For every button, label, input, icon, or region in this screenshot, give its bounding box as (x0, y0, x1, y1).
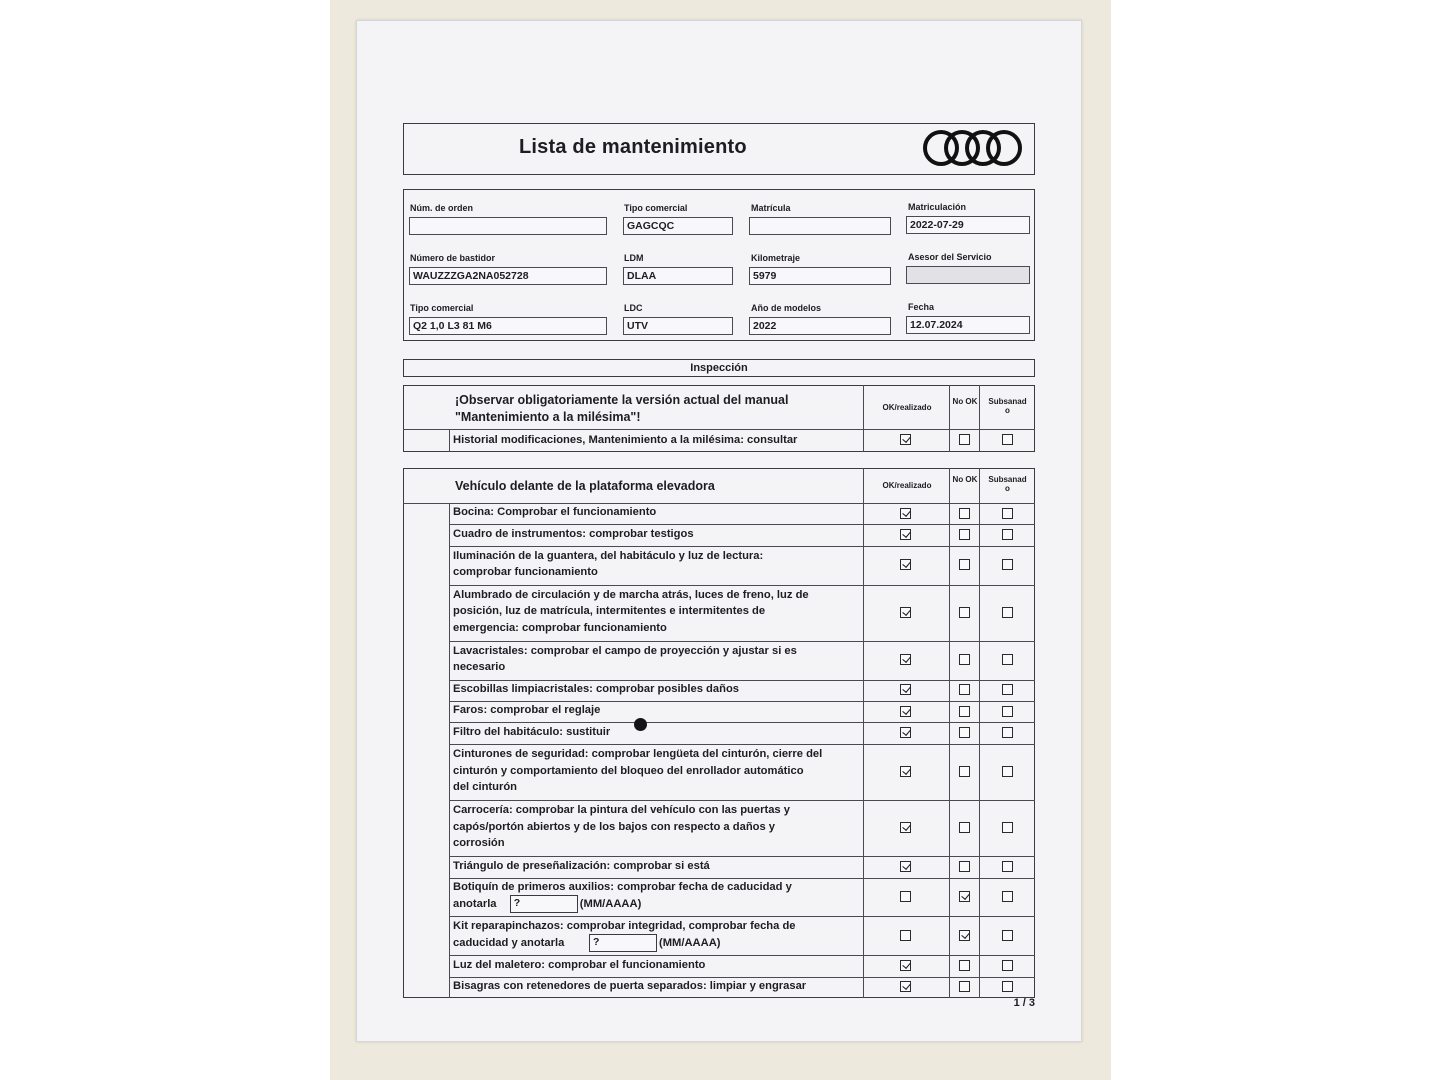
asesor-label: Asesor del Servicio (908, 252, 992, 262)
checkbox-no-ok[interactable] (959, 706, 970, 717)
notice-left-line (449, 429, 450, 452)
checklist-item-text: Filtro del habitáculo: sustituir (453, 725, 611, 738)
row-divider (449, 800, 1035, 801)
inspeccion-title: Inspección (690, 362, 748, 374)
ano-modelos-field: 2022 (749, 317, 891, 335)
checklist-item-text: corrosión (453, 837, 505, 850)
tipo-comercial-code-field: GAGCQC (623, 217, 733, 235)
matriculacion-field: 2022-07-29 (906, 216, 1030, 234)
col-header-ok: OK/realizado (882, 403, 932, 412)
checkbox-ok[interactable] (900, 706, 911, 717)
ano-modelos-label: Año de modelos (751, 303, 822, 313)
kilometraje-label: Kilometraje (751, 253, 801, 263)
ldc-field: UTV (623, 317, 733, 335)
col-line-2 (949, 468, 950, 998)
checkbox-subsanado[interactable] (1002, 508, 1013, 519)
checklist-item-text: Bocina: Comprobar el funcionamiento (453, 506, 657, 519)
vehicle-col-header-subsanado: Subsanado (988, 475, 1027, 493)
expiry-date-input[interactable]: ? (589, 934, 657, 952)
num-orden-field (409, 217, 607, 235)
col-header-no-ok: No OK (952, 397, 978, 406)
col-line-1 (863, 468, 864, 998)
col-header-subsanado: Subsanado (988, 397, 1027, 415)
checkbox-subsanado[interactable] (1002, 684, 1013, 695)
checkbox-ok[interactable] (900, 529, 911, 540)
checkbox-subsanado[interactable] (1002, 822, 1013, 833)
checkbox-subsanado[interactable] (1002, 981, 1013, 992)
row-divider (449, 585, 1035, 586)
page-number: 1 / 3 (1013, 997, 1035, 1009)
checkbox-ok[interactable] (900, 559, 911, 570)
checkbox-no-ok[interactable] (959, 981, 970, 992)
row-indent-line (449, 503, 450, 998)
checkbox-subsanado[interactable] (1002, 654, 1013, 665)
checklist-item-text: capós/portón abiertos y de los bajos con respecto a daños y (453, 820, 776, 833)
expiry-date-format: (MM/AAAA) (579, 897, 642, 910)
checkbox-ok[interactable] (900, 607, 911, 618)
maintenance-sheet (356, 20, 1082, 1042)
historial-ok-checkbox[interactable] (900, 434, 911, 445)
vehicle-section-header: Vehículo delante de la plataforma elevadora (455, 479, 715, 493)
checkbox-ok[interactable] (900, 861, 911, 872)
checkbox-subsanado[interactable] (1002, 706, 1013, 717)
checkbox-no-ok[interactable] (959, 766, 970, 777)
checkbox-ok[interactable] (900, 960, 911, 971)
checkbox-subsanado[interactable] (1002, 727, 1013, 738)
vehicle-col-header-no-ok: No OK (952, 475, 978, 484)
checkbox-subsanado[interactable] (1002, 529, 1013, 540)
ldm-label: LDM (624, 253, 644, 263)
historial-subsanado-checkbox[interactable] (1002, 434, 1013, 445)
row-divider (449, 546, 1035, 547)
checkbox-ok[interactable] (900, 891, 911, 902)
marker-dot-icon (634, 718, 647, 731)
checklist-item-text: Luz del maletero: comprobar el funcionamiento (453, 958, 706, 971)
num-orden-label: Núm. de orden (410, 203, 474, 213)
notice-line-2: "Mantenimiento a la milésima"! (455, 410, 641, 424)
notice-divider (403, 429, 1035, 430)
row-divider (449, 641, 1035, 642)
checklist-item-text: Faros: comprobar el reglaje (453, 704, 601, 717)
checklist-item-text: Carrocería: comprobar la pintura del vehículo con las puertas y (453, 804, 790, 817)
checkbox-ok[interactable] (900, 654, 911, 665)
matriculacion-label: Matriculación (908, 202, 967, 212)
checkbox-ok[interactable] (900, 766, 911, 777)
checkbox-no-ok[interactable] (959, 930, 970, 941)
checklist-item-text: Bisagras con retenedores de puerta separados: limpiar y engrasar (453, 980, 807, 992)
row-divider (449, 916, 1035, 917)
checkbox-no-ok[interactable] (959, 508, 970, 519)
bastidor-field: WAUZZZGA2NA052728 (409, 267, 607, 285)
checkbox-no-ok[interactable] (959, 559, 970, 570)
tipo-comercial-label: Tipo comercial (410, 303, 474, 313)
checkbox-subsanado[interactable] (1002, 607, 1013, 618)
expiry-date-format: (MM/AAAA) (659, 936, 721, 949)
checkbox-subsanado[interactable] (1002, 960, 1013, 971)
checklist-item-text: posición, luz de matrícula, intermitentes e intermitentes de (453, 605, 766, 618)
checklist-item-text: necesario (453, 661, 506, 674)
expiry-date-input[interactable]: ? (510, 895, 578, 913)
checkbox-ok[interactable] (900, 684, 911, 695)
checklist-item-text: Cuadro de instrumentos: comprobar testigos (453, 527, 694, 540)
checkbox-ok[interactable] (900, 508, 911, 519)
fecha-label: Fecha (908, 302, 935, 312)
asesor-field (906, 266, 1030, 284)
col-line-3 (979, 468, 980, 998)
checkbox-ok[interactable] (900, 930, 911, 941)
tipo-comercial-field: Q2 1,0 L3 81 M6 (409, 317, 607, 335)
checkbox-ok[interactable] (900, 981, 911, 992)
checkbox-subsanado[interactable] (1002, 891, 1013, 902)
document-title: Lista de mantenimiento (519, 136, 747, 158)
checkbox-no-ok[interactable] (959, 861, 970, 872)
checkbox-no-ok[interactable] (959, 727, 970, 738)
checkbox-ok[interactable] (900, 822, 911, 833)
checkbox-no-ok[interactable] (959, 529, 970, 540)
matricula-label: Matrícula (751, 203, 791, 213)
ldm-field: DLAA (623, 267, 733, 285)
checkbox-no-ok[interactable] (959, 891, 970, 902)
ldc-label: LDC (624, 303, 643, 313)
notice-line-1: ¡Observar obligatoriamente la versión actual del manual (455, 393, 789, 407)
bastidor-label: Número de bastidor (410, 253, 496, 263)
checklist-item-text: Lavacristales: comprobar el campo de proyección y ajustar si es (453, 644, 797, 657)
checklist-item-text: Alumbrado de circulación y de marcha atrás, luces de freno, luz de (453, 588, 809, 601)
kilometraje-field: 5979 (749, 267, 891, 285)
row-divider (449, 744, 1035, 745)
historial-label: Historial modificaciones, Mantenimiento a la milésima: consultar (453, 434, 798, 446)
checklist-item-text: Iluminación de la guantera, del habitáculo y luz de lectura: (453, 549, 764, 562)
notice-col-line-1 (863, 385, 864, 452)
checklist-item-text: Kit reparapinchazos: comprobar integridad, comprobar fecha de (453, 920, 796, 933)
checkbox-no-ok[interactable] (959, 607, 970, 618)
checkbox-no-ok[interactable] (959, 684, 970, 695)
notice-col-line-3 (979, 385, 980, 452)
row-divider (449, 878, 1035, 879)
checkbox-subsanado[interactable] (1002, 861, 1013, 872)
checklist-item-text: anotarla (453, 897, 497, 910)
matricula-field (749, 217, 891, 235)
checkbox-subsanado[interactable] (1002, 766, 1013, 777)
checklist-item-text: Botiquín de primeros auxilios: comprobar fecha de caducidad y (453, 881, 792, 894)
fecha-field: 12.07.2024 (906, 316, 1030, 334)
checklist-item-text: Cinturones de seguridad: comprobar lengüeta del cinturón, cierre del (453, 748, 823, 761)
checkbox-no-ok[interactable] (959, 960, 970, 971)
checklist-item-text: comprobar funcionamiento (453, 566, 598, 579)
checklist-item-text: cinturón y comportamiento del bloqueo del enrollador automático (453, 764, 804, 777)
checklist-item-text: Escobillas limpiacristales: comprobar posibles daños (453, 683, 739, 695)
checkbox-subsanado[interactable] (1002, 559, 1013, 570)
audi-rings-logo (919, 125, 1027, 171)
checkbox-no-ok[interactable] (959, 654, 970, 665)
checklist-item-text: emergencia: comprobar funcionamiento (453, 621, 667, 634)
tipo-comercial-code-label: Tipo comercial (624, 203, 688, 213)
vehicle-col-header-ok: OK/realizado (882, 481, 932, 490)
historial-no-ok-checkbox[interactable] (959, 434, 970, 445)
checklist-item-text: caducidad y anotarla (453, 936, 565, 949)
checkbox-ok[interactable] (900, 727, 911, 738)
checklist-item-text: Triángulo de preseñalización: comprobar si está (453, 859, 710, 872)
checklist-item-text: del cinturón (453, 781, 518, 794)
checkbox-no-ok[interactable] (959, 822, 970, 833)
checkbox-subsanado[interactable] (1002, 930, 1013, 941)
notice-col-line-2 (949, 385, 950, 452)
